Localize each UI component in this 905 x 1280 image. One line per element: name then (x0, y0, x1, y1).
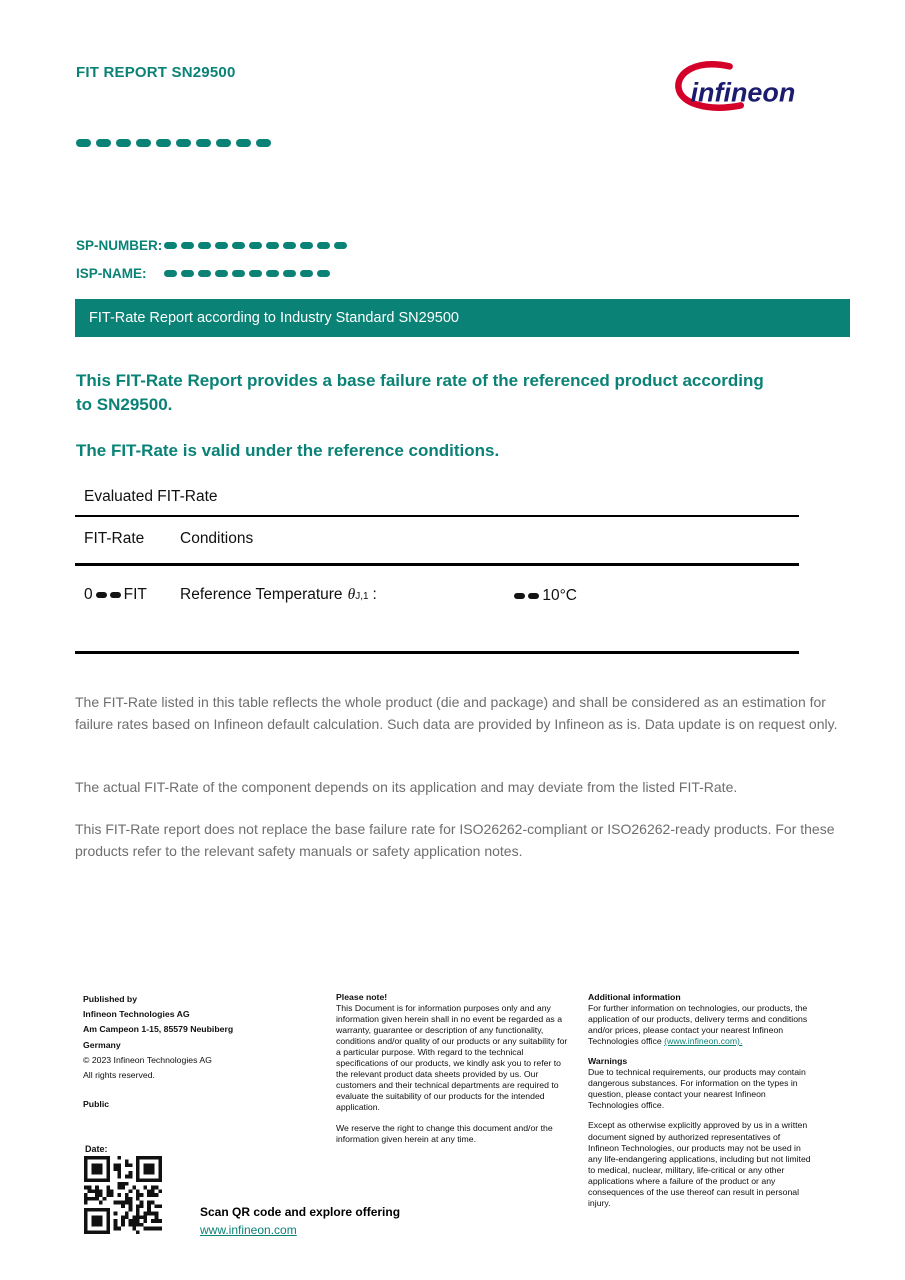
logo-wordmark: infineon (690, 77, 796, 108)
column-header-fit-rate: FIT-Rate (84, 530, 145, 547)
infineon-website-link[interactable]: www.infineon.com (200, 1223, 297, 1237)
sp-number-row (76, 238, 347, 253)
fit-value-redacted (96, 592, 121, 598)
table-rule-bottom (75, 651, 799, 654)
theta-symbol: θ (347, 586, 356, 603)
theta-subscript: J,1 (355, 591, 369, 602)
standard-banner: FIT-Rate Report according to Industry Standard SN29500 (75, 299, 850, 337)
warnings-body: Due to technical requirements, our products may contain dangerous substances. For information on the types in question, please contact your nearest Infineon Technologies office. (588, 1067, 806, 1111)
condition-colon: : (372, 586, 377, 603)
sp-number-label: SP-NUMBER: (76, 238, 163, 253)
paragraph-disclaimer-2: The actual FIT-Rate of the component depends on its application and may deviate from the listed FIT-Rate. (75, 779, 738, 795)
fit-rate-table (75, 484, 799, 654)
temperature-value (514, 587, 577, 605)
fit-rate-cell (84, 586, 180, 605)
publisher-name: Infineon Technologies AG (83, 1009, 190, 1020)
fit-unit: FIT (123, 586, 147, 603)
infineon-logo (672, 58, 830, 128)
footer-note-column (336, 992, 588, 1218)
warnings-heading: Warnings (588, 1056, 628, 1067)
qr-code (84, 1156, 162, 1234)
publisher-address: Am Campeon 1-15, 85579 Neubiberg (83, 1024, 234, 1035)
infineon-footer-link[interactable]: (www.infineon.com). (664, 1036, 743, 1047)
isp-name-redacted-value (164, 270, 330, 277)
additional-info-body: For further information on technologies, our products, the application of our products, delivery terms and conditions and/or prices, please contact your nearest Infineon Technologies office (588, 1003, 808, 1047)
report-title: FIT REPORT SN29500 (76, 64, 236, 81)
please-note-body: This Document is for information purposes only and any information given herein shall in no event be regarded as a warranty, guarantee or description of any functionality, conditions and/or quality of our products or any suitability for a particular purpose. With regard to the technical specifications of our products, we kindly ask you to refer to the relevant product data sheets provided by us. Our customers and their technical departments are required to evaluate the suitability of our products for the intended application. (336, 1003, 568, 1113)
sp-number-redacted-value (164, 242, 347, 249)
date-label: Date: (85, 1144, 108, 1154)
product-name-redacted (76, 139, 271, 147)
footer (83, 992, 825, 1218)
isp-name-row (76, 266, 330, 281)
temperature-redacted (514, 593, 539, 599)
lead-heading-2: The FIT-Rate is valid under the reference conditions. (76, 441, 500, 460)
condition-label: Reference Temperature (180, 586, 343, 603)
please-note-heading: Please note! (336, 992, 388, 1002)
warnings-body-2: Except as otherwise explicitly approved by us in a written document signed by authorized representatives of Infineon Technologies, our products may not be used in any life-endangering applications, including but not limited to medical, nuclear, military, life-critical or any other applications where a failure of the product or any consequences of the use thereof can result in personal injury. (588, 1120, 811, 1208)
infineon-logo-svg (672, 58, 830, 123)
table-title: Evaluated FIT-Rate (84, 488, 218, 505)
conditions-cell (180, 586, 799, 605)
isp-name-label: ISP-NAME: (76, 266, 147, 281)
column-header-conditions: Conditions (180, 530, 254, 547)
lead-heading-1: This FIT-Rate Report provides a base failure rate of the referenced product according to SN29500. (76, 371, 764, 415)
classification-label: Public (83, 1099, 110, 1110)
qr-caption: Scan QR code and explore offering (200, 1205, 401, 1219)
fit-value-prefix: 0 (84, 586, 93, 603)
paragraph-disclaimer-3: This FIT-Rate report does not replace the base failure rate for ISO26262-compliant or ISO26262-ready products. For these products refer to the relevant safety manuals or safety application notes. (75, 821, 835, 859)
additional-info-heading: Additional information (588, 992, 681, 1002)
footer-additional-column (588, 992, 825, 1218)
temperature-suffix: 10°C (542, 587, 577, 604)
rights-to-change-body: We reserve the right to change this document and/or the information given herein at any time. (336, 1122, 553, 1144)
table-header-row (75, 517, 799, 563)
published-by-label: Published by (83, 994, 138, 1004)
rights-line: All rights reserved. (83, 1070, 155, 1081)
table-row (75, 566, 799, 651)
publisher-country: Germany (83, 1039, 121, 1050)
paragraph-disclaimer-1: The FIT-Rate listed in this table reflects the whole product (die and package) and shall be considered as an estimation for failure rates based on Infineon default calculation. Such data are provided by Infineon as is. Data update is on request only. (75, 694, 838, 732)
copyright-line: © 2023 Infineon Technologies AG (83, 1054, 212, 1065)
